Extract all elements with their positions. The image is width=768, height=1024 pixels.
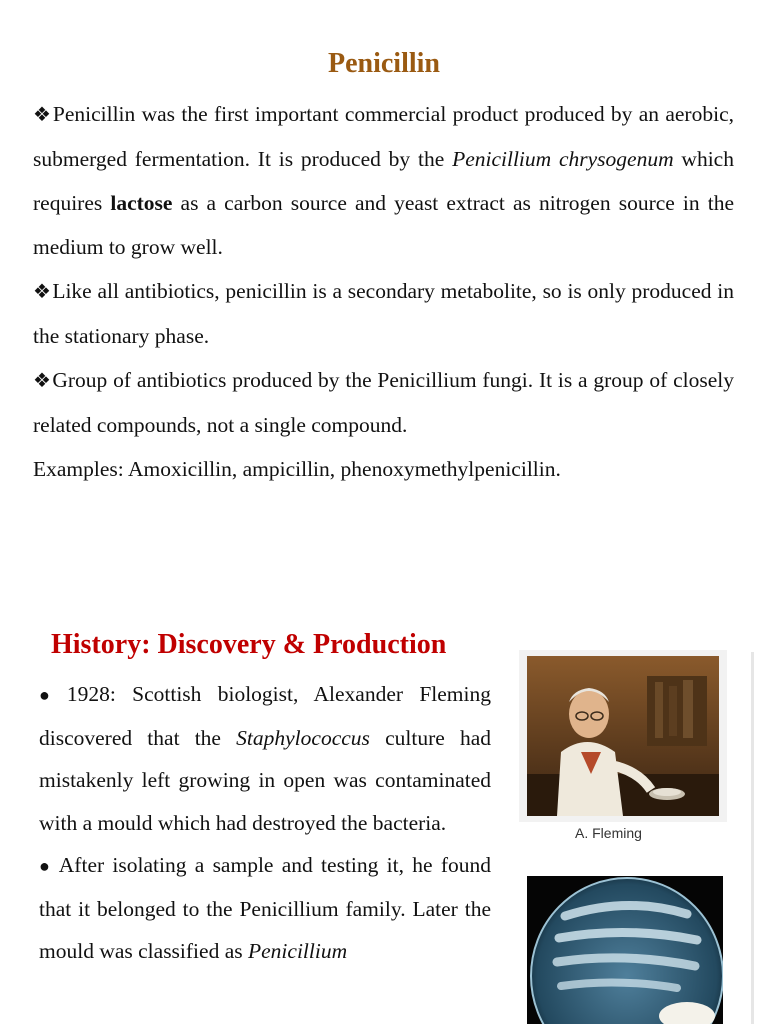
history-paragraph-1 [39,673,491,844]
text-run: Penicillin was the first important commercial product produced by an aerobic, submerged fermentation. It is produced by the [33,102,734,171]
photo-caption: A. Fleming [575,825,642,841]
text-run: After isolating a sample and testing it, he found that it belonged to the Penicillium family. Later the mould was classified as [39,853,491,963]
fleming-photo [527,656,719,816]
diamond-bullet-icon: ❖ [33,281,52,303]
species-name: Penicillium [248,939,348,963]
intro-paragraph-1 [33,92,734,269]
round-bullet-icon: ● [39,856,53,876]
history-heading: History: Discovery & Production [51,629,447,660]
bold-term: lactose [110,191,173,215]
text-run: Group of antibiotics produced by the Penicillium fungi. It is a group of closely related compounds, not a single compound. [33,368,734,437]
species-name: Penicillium chrysogenum [452,147,674,171]
diamond-bullet-icon: ❖ [33,104,52,126]
intro-paragraph-2 [33,269,734,358]
text-run: culture had mistakenly left growing in open was contaminated with a mould which had destroyed the bacteria. [39,725,491,835]
text-run: as a carbon source and yeast extract as nitrogen source in the medium to grow well. [33,191,734,259]
text-run: 1928: Scottish biologist, Alexander Fleming discovered that the [39,682,492,750]
species-name: Staphylococcus [236,725,370,750]
slide-edge-divider [751,652,754,1024]
text-run: which requires [33,147,734,215]
diamond-bullet-icon: ❖ [33,370,52,392]
history-paragraph-2 [39,844,491,973]
round-bullet-icon: ● [39,685,61,705]
page-title: Penicillin [328,48,440,79]
intro-section [33,92,734,491]
examples-line: Examples: Amoxicillin, ampicillin, phenoxymethylpenicillin. [33,457,561,481]
petri-dish-image [527,876,723,1024]
text-run: Like all antibiotics, penicillin is a secondary metabolite, so is only produced in the stationary phase. [33,279,734,348]
history-section [39,673,491,973]
intro-paragraph-3 [33,358,734,447]
